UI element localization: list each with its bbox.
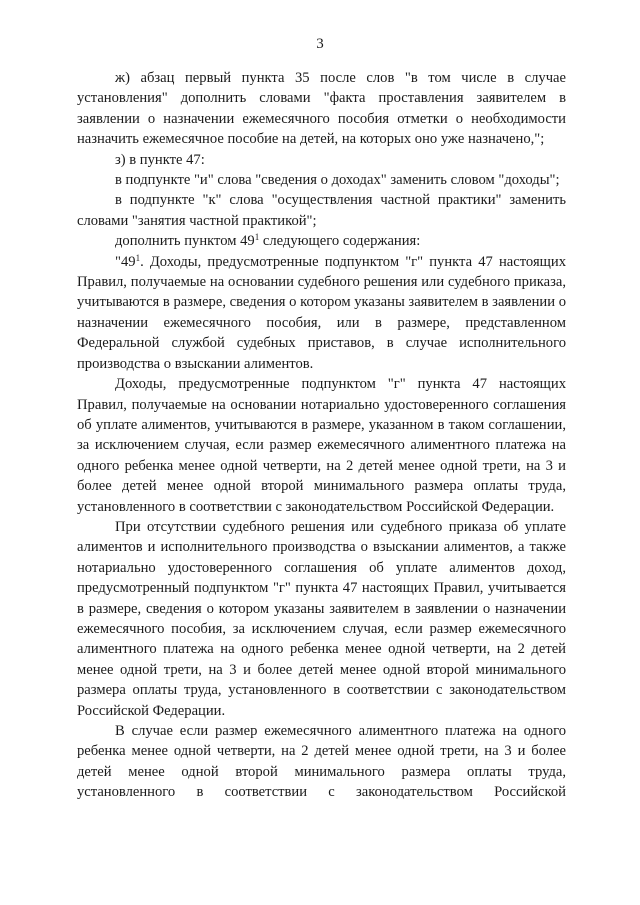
addition-intro-superscript: 1 bbox=[254, 232, 260, 243]
clause-superscript: 1 bbox=[135, 252, 141, 263]
paragraph-z: з) в пункте 47: bbox=[115, 151, 205, 168]
addition-intro-tail: следующего содержания: bbox=[259, 233, 421, 250]
document-body bbox=[77, 68, 566, 803]
paragraph-payment-size: В случае если размер ежемесячного алиментного платежа на одного ребенка менее одной четверти, на 2 детей менее одной трети, на 3 и более детей менее одной второй минимального размера оплаты труда, установленного в соответствии с законодательством Российской bbox=[77, 723, 566, 801]
page-number: 3 bbox=[316, 36, 324, 52]
addition-intro-text: дополнить пунктом 49 bbox=[115, 233, 255, 250]
paragraph-notarial-agreement: Доходы, предусмотренные подпунктом "г" пункта 47 настоящих Правил, получаемые на основании нотариально удостоверенного соглашения об уплате алиментов, учитываются в размере, указанном в таком соглашении, за исключением случая, если размер ежемесячного алиментного платежа на одного ребенка менее одной четверти, на 2 детей менее одной трети, на 3 и более детей менее одной второй минимального размера оплаты труда, установленного в соответствии с законодательством Российской Федерации. bbox=[77, 376, 566, 515]
paragraph-absence-of-decision: При отсутствии судебного решения или судебного приказа об уплате алиментов и исполнительного производства о взыскании алиментов, а также нотариально удостоверенного соглашения об уплате алиментов доход, предусмотренный подпунктом "г" пункта 47 настоящих Правил, учитывается в размере, сведения о котором указаны заявителем в заявлении о назначении ежемесячного пособия, за исключением случая, если размер ежемесячного алиментного платежа на одного ребенка менее одной четверти, на 2 детей менее одной трети, на 3 и более детей менее одной второй минимального размера оплаты труда, установленного в соответствии с законодательством Российской Федерации. bbox=[77, 518, 566, 719]
clause-text: . Доходы, предусмотренные подпунктом "г" пункта 47 настоящих Правил, получаемые на основании судебного решения или судебного приказа, учитываются в размере, сведения о котором указаны заявителем в заявлении о назначении ежемесячного пособия, или в размере, представленном Федеральной службой судебных приставов, в случае исполнительного производства о взыскании алиментов. bbox=[77, 253, 566, 372]
paragraph-subpoint-k: в подпункте "к" слова "осуществления частной практики" заменить словами "занятия частной практикой"; bbox=[77, 192, 566, 229]
clause-number: "49 bbox=[115, 253, 136, 270]
paragraph-clause-49-1 bbox=[77, 252, 566, 374]
paragraph-subpoint-i: в подпункте "и" слова "сведения о доходах" заменить словом "доходы"; bbox=[115, 172, 560, 189]
paragraph-addition-intro bbox=[77, 231, 566, 251]
paragraph-zh: ж) абзац первый пункта 35 после слов "в том числе в случае установления" дополнить словами "факта проставления заявителем в заявлении о назначении ежемесячного пособия отметки о необходимости назначить ежемесячное пособие на детей, на которых оно уже назначено,"; bbox=[77, 70, 566, 148]
